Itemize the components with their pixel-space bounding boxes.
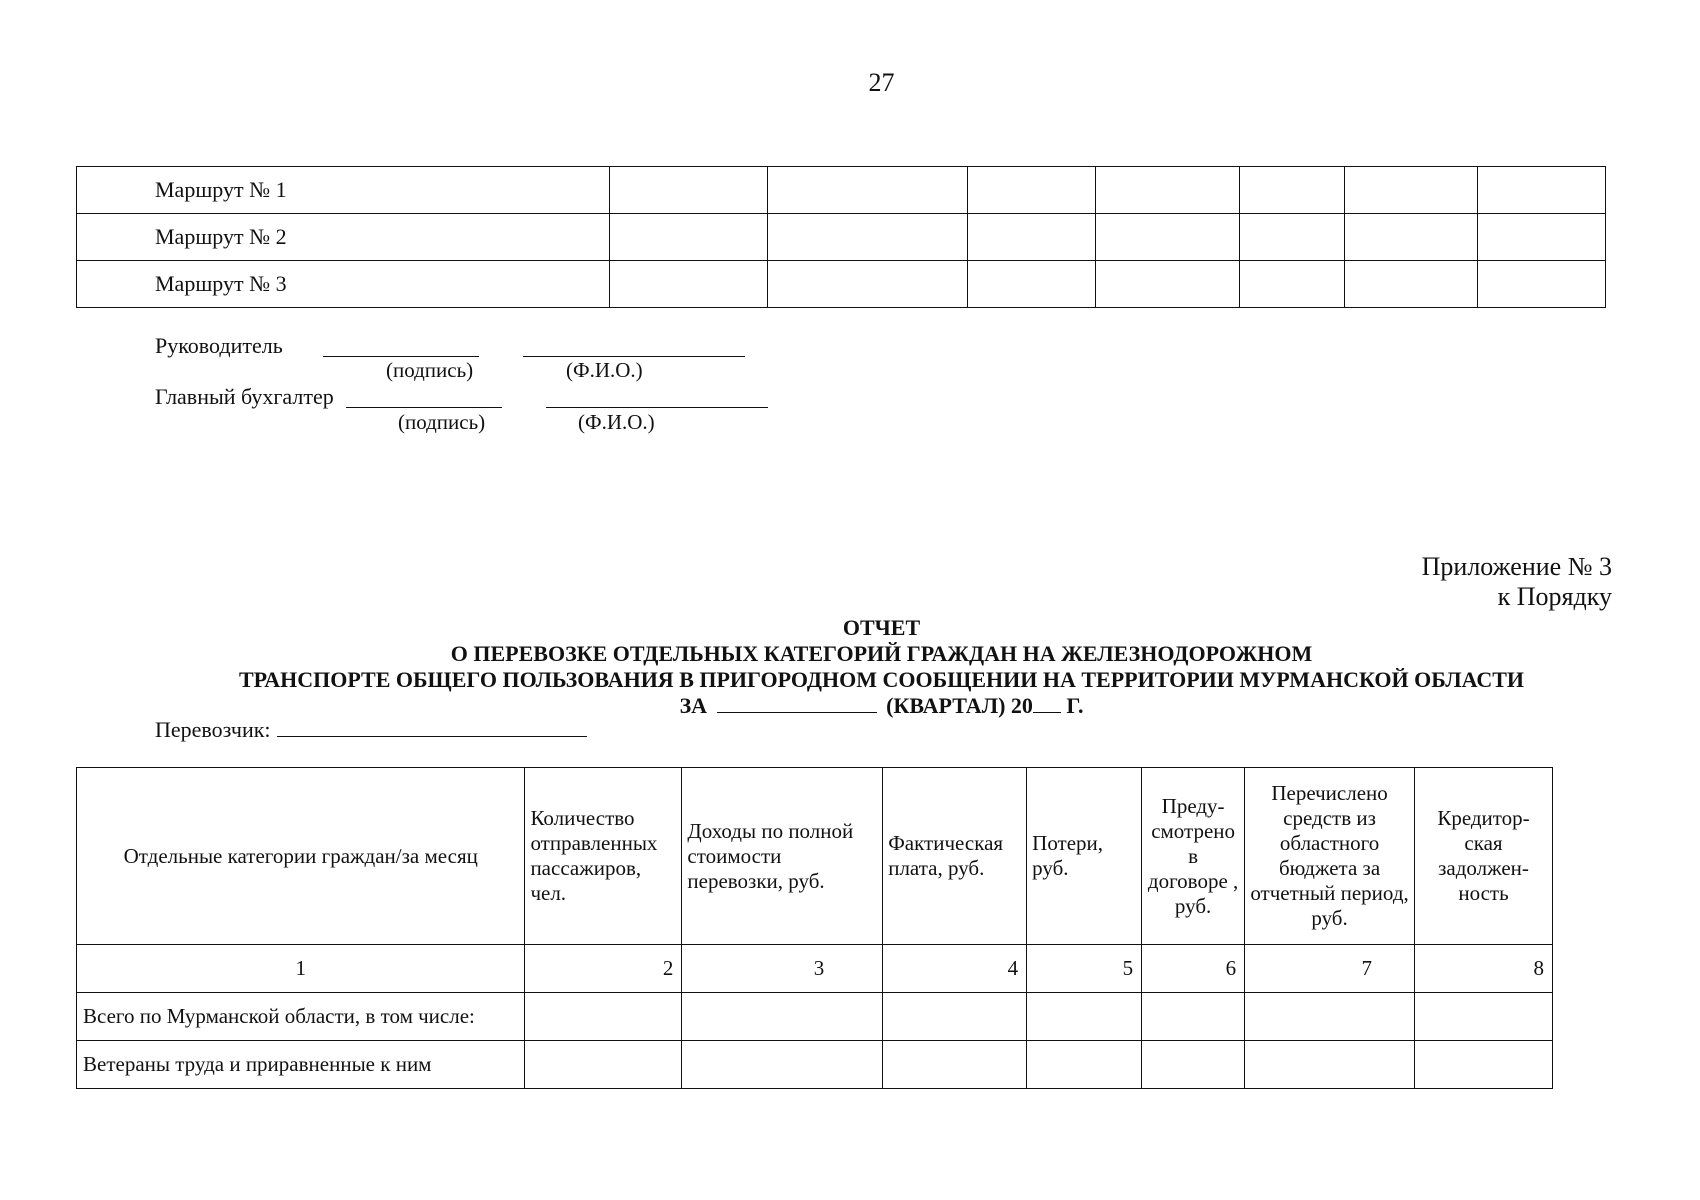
signature-caption: (подпись) xyxy=(398,410,486,434)
carrier-field xyxy=(155,717,587,743)
accountant-name-line xyxy=(546,407,768,408)
header-row xyxy=(77,768,1553,945)
table-cell xyxy=(1240,261,1345,308)
table-cell xyxy=(1478,261,1606,308)
table-cell xyxy=(1096,261,1240,308)
annex-line-2: к Порядку xyxy=(1497,582,1612,611)
column-number: 3 xyxy=(682,945,883,993)
head-label: Руководитель xyxy=(155,333,283,358)
report-subtitle-2: ТРАНСПОРТЕ ОБЩЕГО ПОЛЬЗОВАНИЯ В ПРИГОРОДНОМ СООБЩЕНИИ НА ТЕРРИТОРИИ МУРМАНСКОЙ ОБЛАСТИ xyxy=(238,667,1525,692)
column-header: Кредитор-ская задолжен-ность xyxy=(1415,768,1553,945)
table-cell xyxy=(1478,214,1606,261)
table-row xyxy=(77,993,1553,1041)
table-cell xyxy=(1415,1041,1553,1089)
table-row xyxy=(77,1041,1553,1089)
page-number: 27 xyxy=(868,68,895,97)
column-header: Количество отправленных пассажиров, чел. xyxy=(525,768,682,945)
route-label: Маршрут № 2 xyxy=(77,214,610,261)
table-cell xyxy=(968,167,1096,214)
name-caption: (Ф.И.О.) xyxy=(578,410,655,434)
period-prefix: ЗА xyxy=(679,693,708,718)
table-cell xyxy=(609,214,767,261)
column-header: Перечислено средств из областного бюджета за отчетный период, руб. xyxy=(1245,768,1415,945)
table-cell xyxy=(609,167,767,214)
table-cell xyxy=(682,1041,883,1089)
annex-note xyxy=(1422,552,1612,612)
row-label: Ветераны труда и приравненные к ним xyxy=(77,1041,525,1089)
table-cell xyxy=(1142,1041,1245,1089)
table-cell xyxy=(1345,261,1478,308)
column-header: Фактическая плата, руб. xyxy=(883,768,1027,945)
table-cell xyxy=(767,214,968,261)
table-cell xyxy=(767,261,968,308)
table-cell xyxy=(883,993,1027,1041)
table-cell xyxy=(1240,167,1345,214)
column-number: 8 xyxy=(1415,945,1553,993)
carrier-label: Перевозчик: xyxy=(155,717,271,742)
table-cell xyxy=(609,261,767,308)
head-signature-line xyxy=(323,356,479,357)
table-cell xyxy=(1142,993,1245,1041)
number-row xyxy=(77,945,1553,993)
table-cell xyxy=(525,1041,682,1089)
table-row xyxy=(77,261,1606,308)
table-cell xyxy=(968,261,1096,308)
table-cell xyxy=(1345,167,1478,214)
report-subtitle-1: О ПЕРЕВОЗКЕ ОТДЕЛЬНЫХ КАТЕГОРИЙ ГРАЖДАН НА ЖЕЛЕЗНОДОРОЖНОМ xyxy=(450,641,1313,666)
route-label: Маршрут № 1 xyxy=(77,167,610,214)
table-cell xyxy=(1345,214,1478,261)
head-name-line xyxy=(523,356,745,357)
table-row xyxy=(77,214,1606,261)
table-cell xyxy=(1245,1041,1415,1089)
report-title: ОТЧЕТ xyxy=(842,615,921,640)
table-cell xyxy=(1027,993,1142,1041)
column-number: 2 xyxy=(525,945,682,993)
table-cell xyxy=(1096,167,1240,214)
table-cell xyxy=(1240,214,1345,261)
column-number: 6 xyxy=(1142,945,1245,993)
column-header: Потери, руб. xyxy=(1027,768,1142,945)
column-header: Доходы по полной стоимости перевозки, руб. xyxy=(682,768,883,945)
table-cell xyxy=(883,1041,1027,1089)
carrier-line xyxy=(277,718,587,737)
name-caption: (Ф.И.О.) xyxy=(566,358,643,382)
route-label: Маршрут № 3 xyxy=(77,261,610,308)
year-blank xyxy=(1033,694,1061,713)
signature-caption: (подпись) xyxy=(386,358,474,382)
quarter-blank xyxy=(717,694,877,713)
accountant-label: Главный бухгалтер xyxy=(155,384,334,409)
column-number: 4 xyxy=(883,945,1027,993)
accountant-signature-line xyxy=(346,407,502,408)
report-period xyxy=(0,693,1700,719)
table-cell xyxy=(767,167,968,214)
table-cell xyxy=(1478,167,1606,214)
table-cell xyxy=(1415,993,1553,1041)
report-table xyxy=(76,767,1553,1089)
table-cell xyxy=(682,993,883,1041)
column-number: 5 xyxy=(1027,945,1142,993)
table-cell xyxy=(968,214,1096,261)
annex-line-1: Приложение № 3 xyxy=(1421,552,1612,581)
row-label: Всего по Мурманской области, в том числе: xyxy=(77,993,525,1041)
column-number: 7 xyxy=(1245,945,1415,993)
period-middle: (КВАРТАЛ) 20 xyxy=(886,693,1033,718)
table-row xyxy=(77,167,1606,214)
table-cell xyxy=(525,993,682,1041)
column-header: Отдельные категории граждан/за месяц xyxy=(77,768,525,945)
table-cell xyxy=(1245,993,1415,1041)
report-heading xyxy=(0,615,1700,719)
table-cell xyxy=(1096,214,1240,261)
routes-table xyxy=(76,166,1606,308)
column-number: 1 xyxy=(77,945,525,993)
table-cell xyxy=(1027,1041,1142,1089)
period-suffix: Г. xyxy=(1066,693,1084,718)
column-header: Преду-смотрено в договоре , руб. xyxy=(1142,768,1245,945)
